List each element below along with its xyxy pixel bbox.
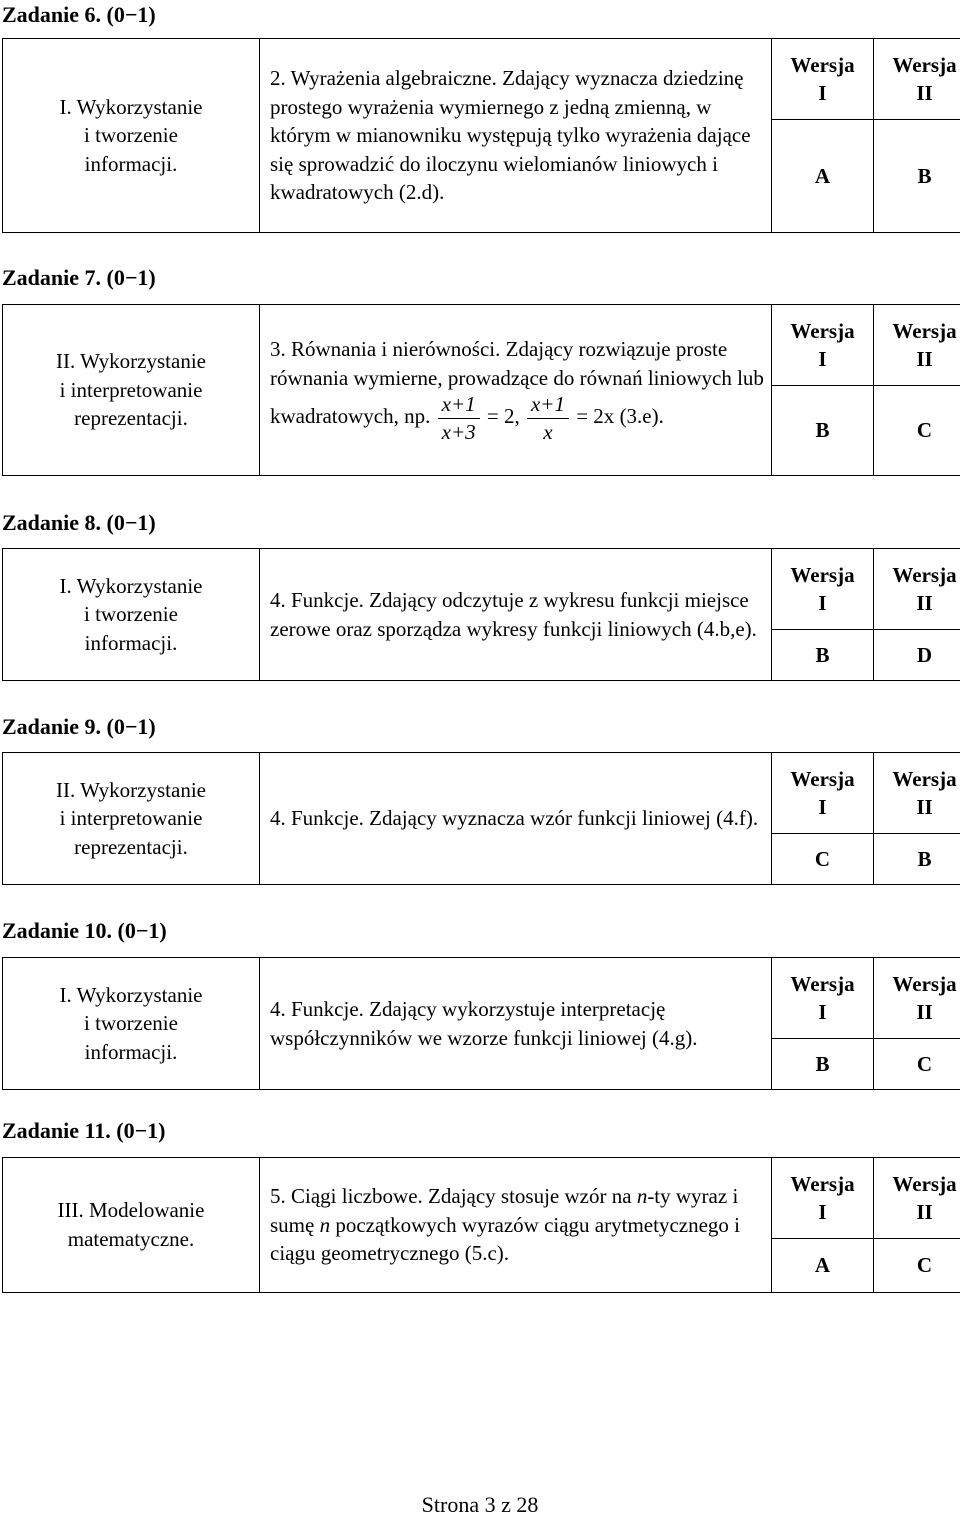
version-label-2: Wersja II bbox=[874, 305, 960, 386]
version-label-1: Wersja I bbox=[772, 305, 874, 386]
requirement-cell: 4. Funkcje. Zdający wyznacza wzór funkcji liniowej (4.f). bbox=[260, 753, 772, 885]
area-line: informacji. bbox=[85, 1040, 178, 1064]
area-line: i tworzenie bbox=[84, 123, 178, 147]
answer-version-2: C bbox=[874, 1239, 960, 1293]
formula-lead: kwadratowych, np. bbox=[270, 404, 430, 428]
task-table bbox=[2, 304, 960, 476]
area-line: informacji. bbox=[85, 631, 178, 655]
area-line: I. Wykorzystanie bbox=[60, 574, 203, 598]
requirement-cell: 4. Funkcje. Zdający odczytuje z wykresu funkcji miejsce zerowe oraz sporządza wykresy funkcji liniowych (4.b,e). bbox=[260, 549, 772, 681]
requirement-text: 5. Ciągi liczbowe. Zdający stosuje wzór na bbox=[270, 1184, 637, 1208]
task-heading: Zadanie 10. (0−1) bbox=[2, 920, 167, 942]
area-line: II. Wykorzystanie bbox=[56, 349, 206, 373]
requirement-text: 3. Równania i nierówności. Zdający rozwiązuje proste równania wymierne, prowadzące do równań liniowych lub bbox=[270, 337, 764, 390]
math-variable-n: n bbox=[637, 1184, 648, 1208]
task-heading: Zadanie 8. (0−1) bbox=[2, 512, 156, 534]
page-number: Strona 3 z 28 bbox=[0, 1490, 960, 1520]
requirement-cell: 4. Funkcje. Zdający wykorzystuje interpretację współczynników we wzorze funkcji liniowej (4.g). bbox=[260, 958, 772, 1090]
answer-version-2: C bbox=[874, 386, 960, 476]
fraction-denominator: x+3 bbox=[438, 419, 480, 445]
version-label-1: Wersja I bbox=[772, 753, 874, 834]
answer-version-2: C bbox=[874, 1039, 960, 1090]
version-label-1: Wersja I bbox=[772, 958, 874, 1039]
answer-version-1: B bbox=[772, 630, 874, 681]
task-table bbox=[2, 1157, 960, 1293]
task-heading: Zadanie 7. (0−1) bbox=[2, 267, 156, 289]
fraction-2 bbox=[527, 392, 569, 444]
area-line: II. Wykorzystanie bbox=[56, 778, 206, 802]
version-label-2: Wersja II bbox=[874, 958, 960, 1039]
area-line: matematyczne. bbox=[68, 1227, 195, 1251]
area-cell bbox=[3, 958, 260, 1090]
version-label-1: Wersja I bbox=[772, 549, 874, 630]
area-cell bbox=[3, 549, 260, 681]
area-cell bbox=[3, 39, 260, 233]
area-line: i interpretowanie bbox=[60, 806, 203, 830]
area-line: I. Wykorzystanie bbox=[60, 983, 203, 1007]
formula-tail: (3.e). bbox=[620, 404, 664, 428]
version-label-2: Wersja II bbox=[874, 1158, 960, 1239]
requirement-text: początkowych wyrazów ciągu arytmetycznego i ciągu geometrycznego (5.c). bbox=[270, 1213, 740, 1266]
answer-version-1: C bbox=[772, 834, 874, 885]
fraction-numerator: x+1 bbox=[527, 392, 569, 418]
area-cell bbox=[3, 753, 260, 885]
task-heading: Zadanie 6. (0−1) bbox=[2, 4, 156, 26]
formula-equals: = 2, bbox=[487, 404, 520, 428]
answer-version-1: A bbox=[772, 120, 874, 233]
area-cell bbox=[3, 1158, 260, 1293]
area-line: I. Wykorzystanie bbox=[60, 95, 203, 119]
task-table bbox=[2, 752, 960, 885]
fraction-numerator: x+1 bbox=[438, 392, 480, 418]
area-line: i interpretowanie bbox=[60, 378, 203, 402]
area-line: III. Modelowanie bbox=[58, 1198, 205, 1222]
task-heading: Zadanie 9. (0−1) bbox=[2, 716, 156, 738]
task-heading: Zadanie 11. (0−1) bbox=[2, 1120, 166, 1142]
answer-version-1: B bbox=[772, 1039, 874, 1090]
task-table bbox=[2, 957, 960, 1090]
fraction-1 bbox=[438, 392, 480, 444]
area-cell bbox=[3, 305, 260, 476]
formula-equals: = 2x bbox=[576, 404, 614, 428]
version-label-2: Wersja II bbox=[874, 549, 960, 630]
task-table bbox=[2, 38, 960, 233]
version-label-1: Wersja I bbox=[772, 1158, 874, 1239]
answer-version-1: B bbox=[772, 386, 874, 476]
requirement-formula bbox=[270, 404, 664, 428]
area-line: i tworzenie bbox=[84, 1011, 178, 1035]
math-variable-n: n bbox=[320, 1213, 331, 1237]
area-line: i tworzenie bbox=[84, 602, 178, 626]
area-line: reprezentacji. bbox=[74, 406, 188, 430]
area-line: reprezentacji. bbox=[74, 835, 188, 859]
answer-version-2: B bbox=[874, 120, 960, 233]
answer-version-1: A bbox=[772, 1239, 874, 1293]
area-line: informacji. bbox=[85, 152, 178, 176]
requirement-cell: 2. Wyrażenia algebraiczne. Zdający wyznacza dziedzinę prostego wyrażenia wymiernego z jedną zmienną, w którym w mianowniku występują tylko wyrażenia dające się sprowadzić do iloczynu wielomianów liniowych i kwadratowych (2.d). bbox=[260, 39, 772, 233]
requirement-cell bbox=[260, 1158, 772, 1293]
answer-version-2: B bbox=[874, 834, 960, 885]
answer-version-2: D bbox=[874, 630, 960, 681]
version-label-1: Wersja I bbox=[772, 39, 874, 120]
requirement-cell bbox=[260, 305, 772, 476]
requirement-text: -ty wyraz i sumę bbox=[270, 1184, 738, 1237]
fraction-denominator: x bbox=[527, 419, 569, 445]
version-label-2: Wersja II bbox=[874, 39, 960, 120]
version-label-2: Wersja II bbox=[874, 753, 960, 834]
task-table bbox=[2, 548, 960, 681]
